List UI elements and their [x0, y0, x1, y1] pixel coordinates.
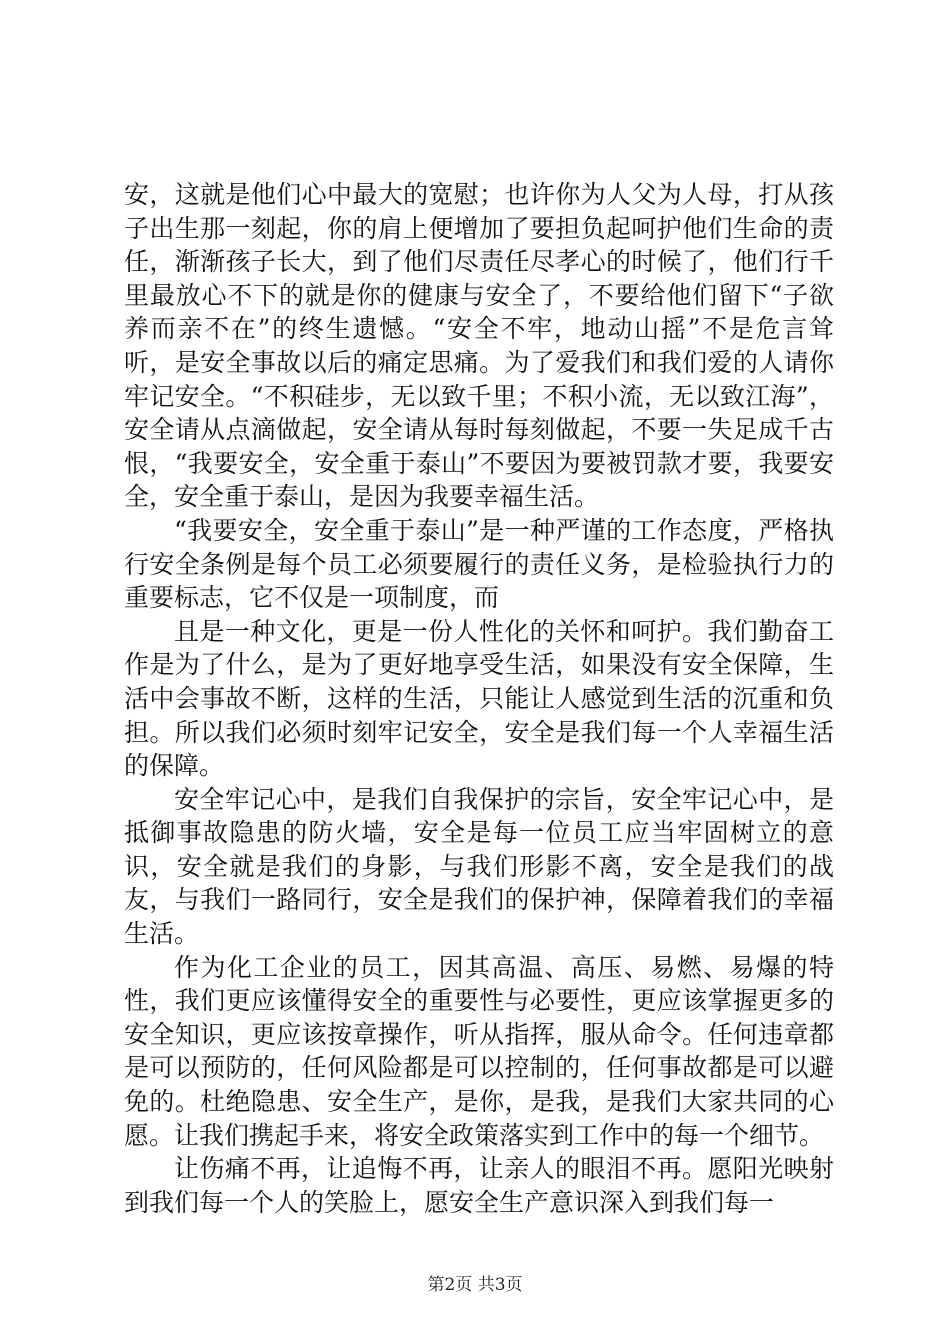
page-footer: 第2页 共3页: [427, 1275, 523, 1295]
paragraph-1: 安，这就是他们心中最大的宽慰；也许你为人父为人母，打从孩子出生那一刻起，你的肩上便增加了要担负起呵护他们生命的责任，渐渐孩子长大，到了他们尽责任尽孝心的时候了，他们行千里最放心不下的就是你的健康与安全了，不要给他们留下“子欲养而亲不在”的终生遗憾。“安全不牢，地动山摇”不是危言耸听，是安全事故以后的痛定思痛。为了爱我们和我们爱的人请你牢记安全。“不积硅步，无以致千里；不积小流，无以致江海”，安全请从点滴做起，安全请从每时每刻做起，不要一失足成千古恨，“我要安全，安全重于泰山”不要因为要被罚款才要，我要安全，安全重于泰山，是因为我要幸福生活。: [124, 180, 834, 512]
paragraph-4: 安全牢记心中，是我们自我保护的宗旨，安全牢记心中，是抵御事故隐患的防火墙，安全是每一位员工应当牢固树立的意识，安全就是我们的身影，与我们形影不离，安全是我们的战友，与我们一路同行，安全是我们的保护神，保障着我们的幸福生活。: [124, 784, 834, 949]
paragraph-5: 作为化工企业的员工，因其高温、高压、易燃、易爆的特性，我们更应该懂得安全的重要性与必要性，更应该掌握更多的安全知识，更应该按章操作，听从指挥，服从命令。任何违章都是可以预防的，任何风险都是可以控制的，任何事故都是可以避免的。杜绝隐患、安全生产，是你，是我，是我们大家共同的心愿。让我们携起手来，将安全政策落实到工作中的每一个细节。: [124, 952, 834, 1150]
paragraph-3: 且是一种文化，更是一份人性化的关怀和呵护。我们勤奋工作是为了什么，是为了更好地享受生活，如果没有安全保障，生活中会事故不断，这样的生活，只能让人感觉到生活的沉重和负担。所以我们必须时刻牢记安全，安全是我们每一个人幸福生活的保障。: [124, 616, 834, 781]
document-body: [124, 178, 834, 1219]
paragraph-6: 让伤痛不再，让追悔不再，让亲人的眼泪不再。愿阳光映射到我们每一个人的笑脸上，愿安全生产意识深入到我们每一: [124, 1154, 834, 1217]
paragraph-2: “我要安全，安全重于泰山”是一种严谨的工作态度，严格执行安全条例是每个员工必须要履行的责任义务，是检验执行力的重要标志，它不仅是一项制度，而: [124, 515, 834, 613]
